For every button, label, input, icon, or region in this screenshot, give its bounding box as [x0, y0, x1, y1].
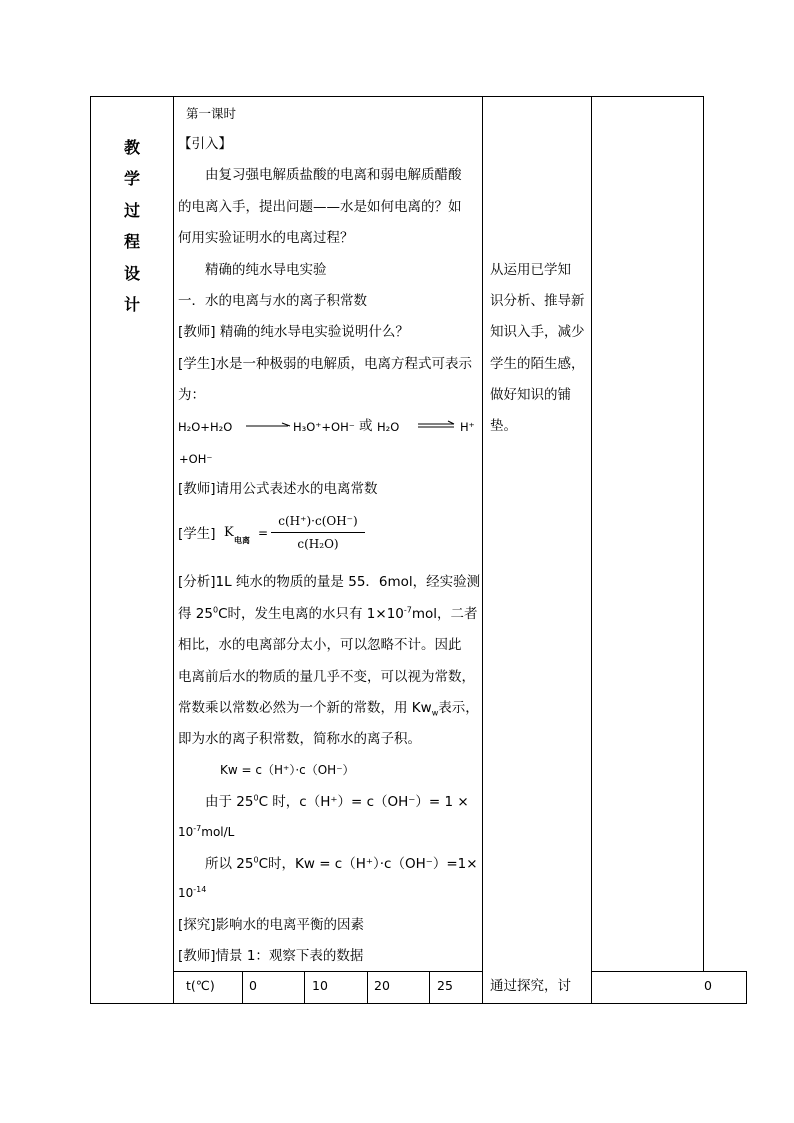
analysis-text: 即为水的离子积常数，简称水的离子积。	[178, 731, 421, 747]
fraction-denominator: c(H₂O)	[297, 537, 339, 551]
note-text: 知识入手，减少	[490, 324, 585, 340]
analysis-text: 常数乘以常数必然为一个新的常数，用 $Kw_w$表示，	[178, 700, 479, 718]
section-heading: 一．水的电离与水的离子积常数	[178, 293, 367, 309]
table-cell: 25	[437, 978, 453, 993]
table-right-border	[703, 96, 704, 972]
table-cell: 0	[249, 978, 257, 993]
intro-text: 的电离入手，提出问题——水是如何电离的？如	[178, 199, 462, 215]
intro-text: 由复习强电解质盐酸的电离和弱电解质醋酸	[205, 167, 462, 183]
kw-formula: Kw = c（H⁺）·c（OH⁻）	[220, 763, 355, 777]
arrow-icon	[246, 421, 292, 431]
intro-text: 何用实验证明水的电离过程？	[178, 230, 354, 246]
side-heading-char: 学	[123, 169, 140, 188]
inner-table-divider	[429, 971, 430, 1003]
note-text: 识分析、推导新	[490, 293, 585, 309]
teacher-question: [教师]情景 1：观察下表的数据	[178, 948, 364, 964]
side-heading-char: 教	[123, 138, 140, 157]
note-text: 垫。	[490, 418, 517, 434]
column-divider-2	[482, 96, 483, 1004]
inner-table-top	[173, 971, 482, 972]
table-bottom-border	[90, 1003, 747, 1004]
equation-water: H₂O	[377, 420, 400, 434]
k-subscript: 电离	[234, 536, 250, 545]
so-text: 所以 $25^0C$时，Kw = c（H⁺）·c（OH⁻）=1×	[205, 855, 478, 872]
student-answer: [学生]水是一种极弱的电解质，电离方程式可表示	[178, 356, 473, 372]
inner-table-top-right	[591, 971, 747, 972]
intro-tag: 【引入】	[178, 136, 232, 152]
note-text: 学生的陌生感，	[490, 356, 585, 372]
analysis-text: [分析]1L 纯水的物质的量是 55．6mol，经实验测	[178, 574, 481, 590]
teacher-question: [教师]请用公式表述水的电离常数	[178, 481, 378, 497]
table-cell: 20	[374, 978, 390, 993]
fraction-numerator: c(H⁺)·c(OH⁻)	[278, 514, 358, 528]
analysis-text: 得 $25^0C$时，发生电离的水只有 $1\times 10^{-7}mol$，二者	[178, 605, 478, 622]
since-text: $10^{-7}mol/L$	[178, 824, 235, 839]
column-divider-3	[591, 96, 592, 1004]
explore-heading: [探究]影响水的电离平衡的因素	[178, 917, 365, 933]
equation-or: 或	[359, 418, 373, 434]
table-cell: 0	[704, 978, 712, 993]
note-text: 做好知识的铺	[490, 387, 571, 403]
equation-oh: +OH⁻	[179, 452, 213, 466]
inner-table-divider	[304, 971, 305, 1003]
since-text: 由于 $25^0C$ 时，c（H⁺）= c（OH⁻）= 1 ×	[205, 793, 469, 810]
table-cell: 10	[312, 978, 328, 993]
inner-table-divider	[367, 971, 368, 1003]
side-heading-char: 设	[123, 264, 140, 283]
side-heading-char: 计	[123, 295, 140, 314]
inner-table-right	[746, 971, 747, 1003]
note-text: 通过探究，讨	[490, 978, 571, 994]
student-answer: 为：	[178, 387, 205, 403]
teacher-question: [教师] 精确的纯水导电实验说明什么？	[178, 324, 409, 340]
so-text: $10^{-14}$	[178, 885, 207, 900]
side-heading-char: 过	[123, 201, 140, 220]
experiment-text: 精确的纯水导电实验	[205, 262, 327, 278]
equation-products: H₃O⁺+OH⁻	[293, 420, 355, 434]
table-header-cell: t(℃)	[186, 978, 215, 993]
student-label: [学生]	[178, 526, 216, 542]
analysis-text: 电离前后水的物质的量几乎不变，可以视为常数，	[178, 669, 475, 685]
equation-hplus: H⁺	[460, 420, 475, 434]
k-symbol: K	[224, 525, 234, 540]
table-top-border	[90, 96, 703, 97]
side-heading-char: 程	[123, 232, 140, 251]
equation-left: H₂O+H₂O	[178, 420, 233, 434]
note-text: 从运用已学知	[490, 262, 571, 278]
equilibrium-arrow-icon	[418, 420, 456, 430]
analysis-text: 相比，水的电离部分太小，可以忽略不计。因此	[178, 637, 462, 653]
fraction-bar	[271, 532, 365, 533]
inner-table-divider	[242, 971, 243, 1003]
table-left-border	[90, 96, 91, 1004]
k-equals: =	[258, 526, 269, 540]
column-divider-1	[173, 96, 174, 1004]
lesson-label: 第一课时	[186, 106, 237, 121]
